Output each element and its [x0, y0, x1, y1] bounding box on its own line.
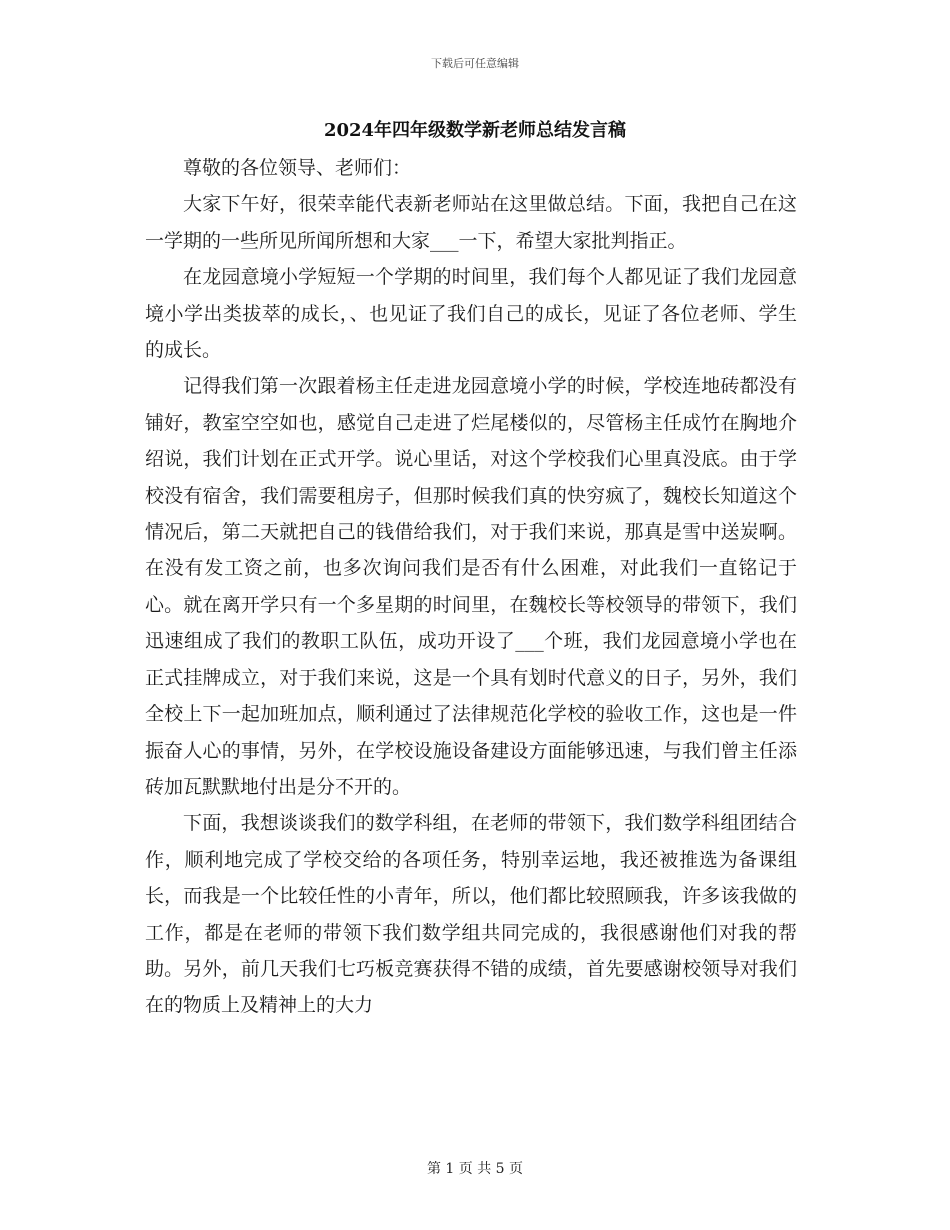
header-note: 下载后可任意编辑: [431, 57, 519, 70]
paragraph-school-growth: 在龙园意境小学短短一个学期的时间里，我们每个人都见证了我们龙园意境小学出类拔萃的成长，、也见证了我们自己的成长，见证了各位老师、学生的成长。: [145, 266, 797, 362]
document-title: 2024年四年级数学新老师总结发言稿: [323, 120, 627, 141]
paragraph-founding-memories: 记得我们第一次跟着杨主任走进龙园意境小学的时候，学校连地砖都没有铺好，教室空空如也，感觉自己走进了烂尾楼似的，尽管杨主任成竹在胸地介绍说，我们计划在正式开学。说心里话，对这个学校我们心里真没底。由于学校没有宿舍，我们需要租房子，但那时候我们真的快穷疯了，魏校长知道这个情况后，第二天就把自己的钱借给我们，对于我们来说，那真是雪中送炭啊。在没有发工资之前，也多次询问我们是否有什么困难，对此我们一直铭记于心。就在离开学只有一个多星期的时间里，在魏校长等校领导的带领下，我们迅速组成了我们的教职工队伍，成功开设了___个班，我们龙园意境小学也在正式挂牌成立，对于我们来说，这是一个具有划时代意义的日子，另外，我们全校上下一起加班加点，顺利通过了法律规范化学校的验收工作，这也是一件振奋人心的事情，另外，在学校设施设备建设方面能够迅速，与我们曾主任添砖加瓦默默地付出是分不开的。: [145, 375, 797, 798]
page-number: 第 1 页 共 5 页: [426, 1161, 524, 1177]
document-body: [145, 150, 797, 1024]
paragraph-greeting: 大家下午好，很荣幸能代表新老师站在这里做总结。下面，我把自己在这一学期的一些所见所闻所想和大家___一下，希望大家批判指正。: [145, 193, 797, 252]
paragraph-salutation: 尊敬的各位领导、老师们：: [183, 157, 412, 179]
paragraph-math-group: 下面，我想谈谈我们的数学科组，在老师的带领下，我们数学科组团结合作，顺利地完成了学校交给的各项任务，特别幸运地，我还被推选为备课组长，而我是一个比较任性的小青年，所以，他们都比较照顾我，许多该我做的工作，都是在老师的带领下我们数学组共同完成的，我很感谢他们对我的帮助。另外，前几天我们七巧板竞赛获得不错的成绩，首先要感谢校领导对我们在的物质上及精神上的大力: [145, 812, 797, 1017]
